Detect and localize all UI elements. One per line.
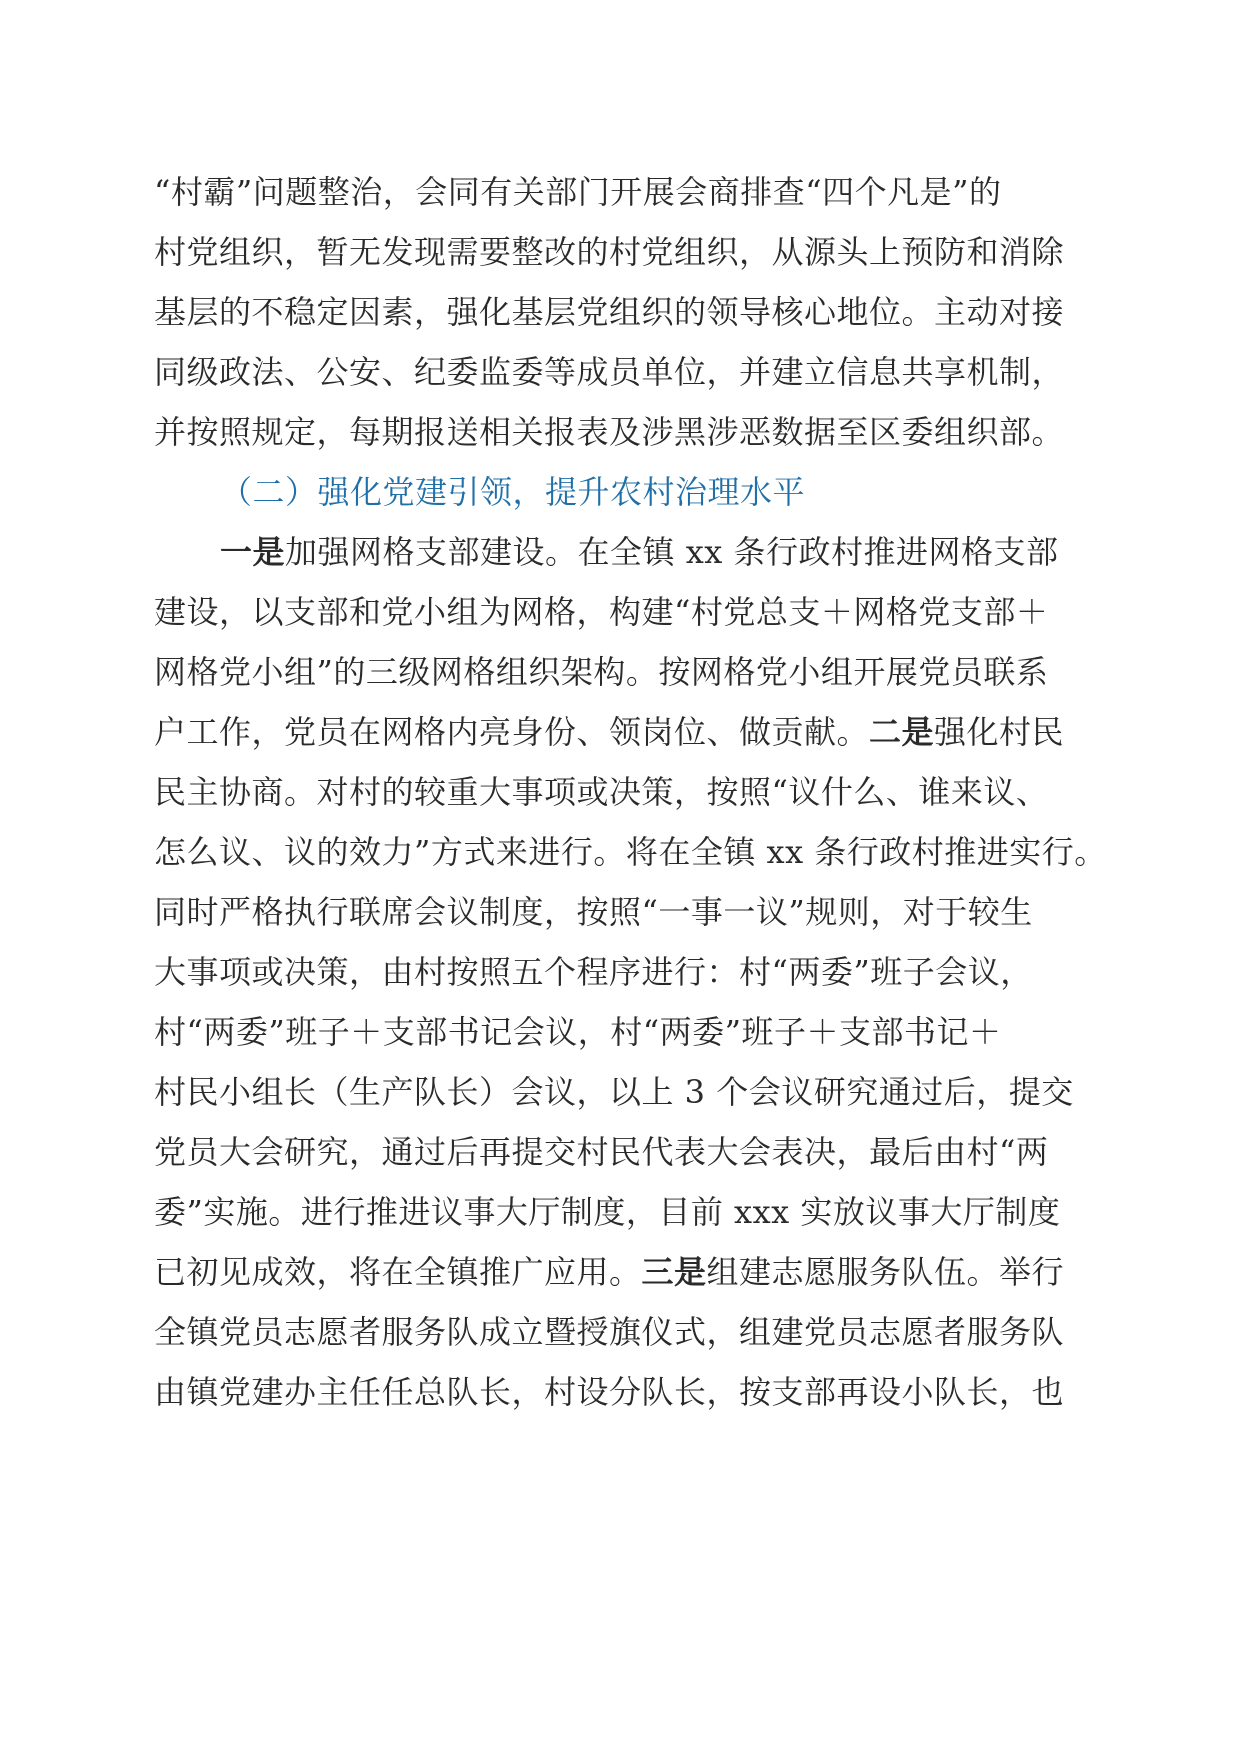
text-line-2: 村党组织，暂无发现需要整改的村党组织，从源头上预防和消除	[154, 233, 1065, 271]
para-line-6: 怎么议、议的效力”方式来进行。将在全镇 xx 条行政村推进实行。	[154, 833, 1107, 871]
para-line-13-text-a: 已初见成效，将在全镇推广应用。	[154, 1253, 642, 1291]
para-line-4	[154, 712, 1064, 752]
para-line-8: 大事项或决策，由村按照五个程序进行：村“两委”班子会议，	[154, 953, 1033, 991]
para-line-12: 委”实施。进行推进议事大厅制度，目前 xxx 实放议事大厅制度	[154, 1193, 1061, 1231]
para-line-2: 建设，以支部和党小组为网格，构建“村党总支＋网格党支部＋	[154, 593, 1049, 631]
para-line-4-text-c: 强化村民	[934, 713, 1065, 751]
para-line-1-text: 加强网格支部建设。在全镇 xx 条行政村推进网格支部	[285, 533, 1059, 571]
para-line-10: 村民小组长（生产队长）会议，以上 3 个会议研究通过后，提交	[154, 1073, 1074, 1111]
para-line-13-text-c: 组建志愿服务队伍。举行	[706, 1253, 1065, 1291]
para-line-13	[154, 1252, 1064, 1292]
emphasis-third: 三是	[641, 1253, 707, 1291]
emphasis-second: 二是	[869, 713, 935, 751]
para-line-9: 村“两委”班子＋支部书记会议，村“两委”班子＋支部书记＋	[154, 1013, 1002, 1051]
para-line-4-text-a: 户工作，党员在网格内亮身份、领岗位、做贡献。	[154, 713, 870, 751]
para-line-14: 全镇党员志愿者服务队成立暨授旗仪式，组建党员志愿者服务队	[154, 1313, 1065, 1351]
para-line-15: 由镇党建办主任任总队长，村设分队长，按支部再设小队长，也	[154, 1373, 1065, 1411]
para-line-3: 网格党小组”的三级网格组织架构。按网格党小组开展党员联系	[154, 653, 1049, 691]
text-line-5: 并按照规定，每期报送相关报表及涉黑涉恶数据至区委组织部。	[154, 413, 1065, 451]
emphasis-first: 一是	[220, 533, 286, 571]
para-line-7: 同时严格执行联席会议制度，按照“一事一议”规则，对于较生	[154, 893, 1033, 931]
text-line-1: “村霸”问题整治，会同有关部门开展会商排查“四个凡是”的	[154, 173, 1002, 211]
para-line-5: 民主协商。对村的较重大事项或决策，按照“议什么、谁来议、	[154, 773, 1049, 811]
text-line-3: 基层的不稳定因素，强化基层党组织的领导核心地位。主动对接	[154, 293, 1065, 331]
para-line-1	[220, 532, 1058, 572]
para-line-11: 党员大会研究，通过后再提交村民代表大会表决，最后由村“两	[154, 1133, 1049, 1171]
section-heading: （二）强化党建引领，提升农村治理水平	[220, 473, 806, 511]
text-line-4: 同级政法、公安、纪委监委等成员单位，并建立信息共享机制，	[154, 353, 1065, 391]
